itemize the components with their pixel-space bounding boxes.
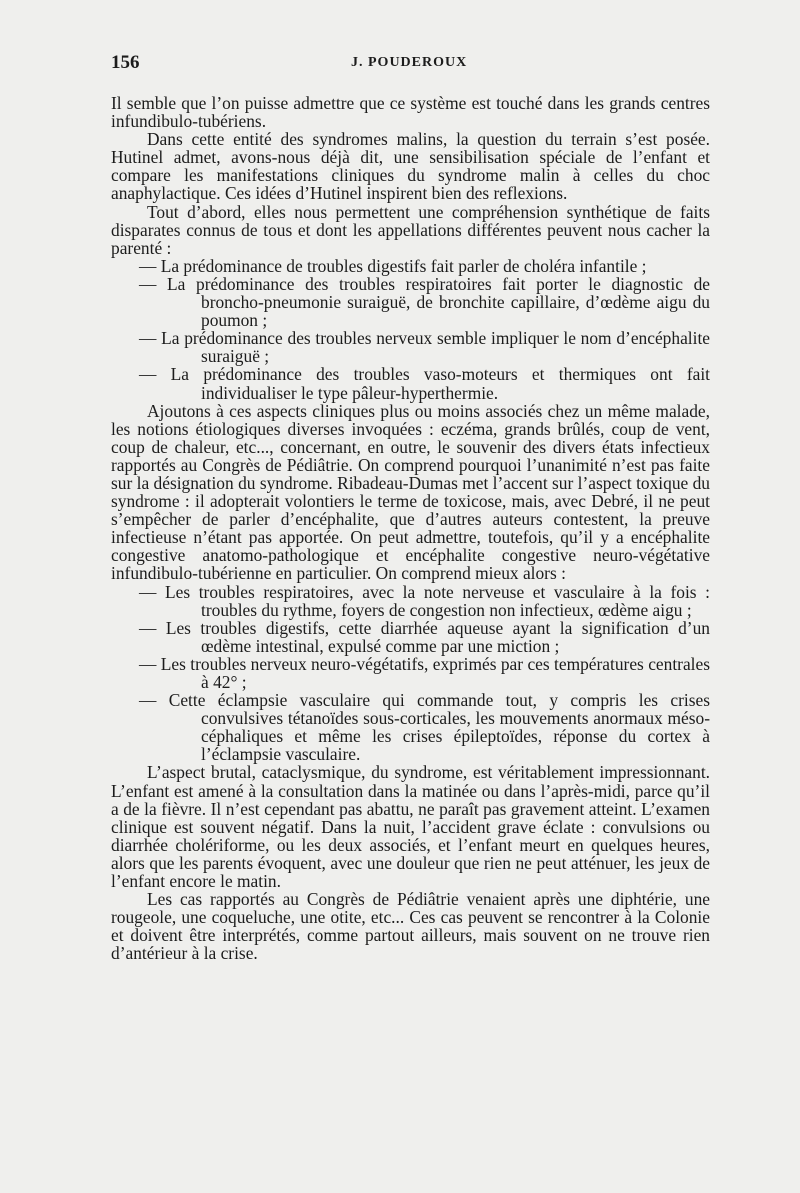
paragraph: Ajoutons à ces aspects cliniques plus ou moins associés chez un même malade, les notions étiologiques diverses invoquées : eczéma, grands brûlés, coup de vent, coup de chaleur, etc..., concernant, en outre, le souvenir des divers états infectieux rapportés au Congrès de Pédiâtrie. On comprend pourquoi l’unanimité n’est pas faite sur la désignation du syndrome. Ribadeau-Dumas met l’accent sur l’aspect toxique du syndrome : il adopterait volontiers le terme de toxicose, mais, avec Debré, il ne peut s’empêcher de parler d’encéphalite, que d’autres auteurs contestent, la preuve infectieuse n’étant pas apportée. On peut admettre, toutefois, qu’il y a encéphalite congestive anatomo-pathologique et encéphalite congestive neuro-végétative infundibulo-tubérienne en particulier. On comprend mieux alors : xyxy=(111,400,710,584)
page-body xyxy=(111,94,710,963)
page-number: 156 xyxy=(111,52,140,73)
paragraph: L’aspect brutal, cataclysmique, du syndrome, est véritablement impressionnant. L’enfant est amené à la consultation dans la matinée ou dans l’après-midi, parce qu’il a de la fièvre. Il n’est cependant pas abattu, ne paraît pas gravement atteint. L’examen clinique est souvent négatif. Dans la nuit, l’accident grave éclate : convulsions ou diarrhée cholériforme, ou les deux associés, et l’enfant meurt en quelques heures, alors que les parents évoquent, avec une douleur que rien ne peut atténuer, les jeux de l’enfant encore le matin. xyxy=(111,762,710,892)
running-head: J. POUDEROUX xyxy=(351,55,468,70)
list-item: — La prédominance des troubles nerveux semble impliquer le nom d’encéphalite suraiguë ; xyxy=(139,328,710,367)
page-header xyxy=(111,52,710,76)
list-item: — Les troubles digestifs, cette diarrhée aqueuse ayant la signification d’un œdème intestinal, expulsé comme par une miction ; xyxy=(139,617,710,656)
paragraph: Les cas rapportés au Congrès de Pédiâtrie venaient après une diphtérie, une rougeole, une coqueluche, une otite, etc... Ces cas peuvent se rencontrer à la Colonie et doivent être interprétés, comme partout ailleurs, mais souvent on ne trouve rien d’antérieur à la crise. xyxy=(111,889,710,964)
list-item: — Les troubles nerveux neuro-végétatifs, exprimés par ces températures centrales à 42° ; xyxy=(139,653,710,692)
list-item: — Les troubles respiratoires, avec la note nerveuse et vasculaire à la fois : troubles du rythme, foyers de congestion non infectieux, œdème aigu ; xyxy=(139,581,710,620)
paragraph: Il semble que l’on puisse admettre que ce système est touché dans les grands centres infundibulo-tubériens. xyxy=(111,93,710,132)
paragraph: Dans cette entité des syndromes malins, la question du terrain s’est posée. Hutinel admet, avons-nous déjà dit, une sensibilisation spéciale de l’enfant et compare les manifestations cliniques du syndrome malin à celles du choc anaphylactique. Ces idées d’Hutinel inspirent bien des reflexions. xyxy=(111,129,710,204)
list-item: — La prédominance de troubles digestifs fait parler de choléra infantile ; xyxy=(139,255,647,276)
list-item: — La prédominance des troubles respiratoires fait porter le diagnostic de broncho-pneumonie suraiguë, de bronchite capillaire, d’œdème aigu du poumon ; xyxy=(139,273,710,331)
list-item: — La prédominance des troubles vaso-moteurs et thermiques ont fait individualiser le type pâleur-hyperthermie. xyxy=(139,364,710,403)
list-item: — Cette éclampsie vasculaire qui commande tout, y compris les crises convulsives tétanoïdes sous-corticales, les mouvements anormaux méso-céphaliques et même les crises épileptoïdes, réponse du cortex à l’éclampsie vasculaire. xyxy=(139,690,710,765)
paragraph: Tout d’abord, elles nous permettent une compréhension synthétique de faits disparates connus de tous et dont les appellations différentes peuvent nous cacher la parenté : xyxy=(111,201,710,258)
